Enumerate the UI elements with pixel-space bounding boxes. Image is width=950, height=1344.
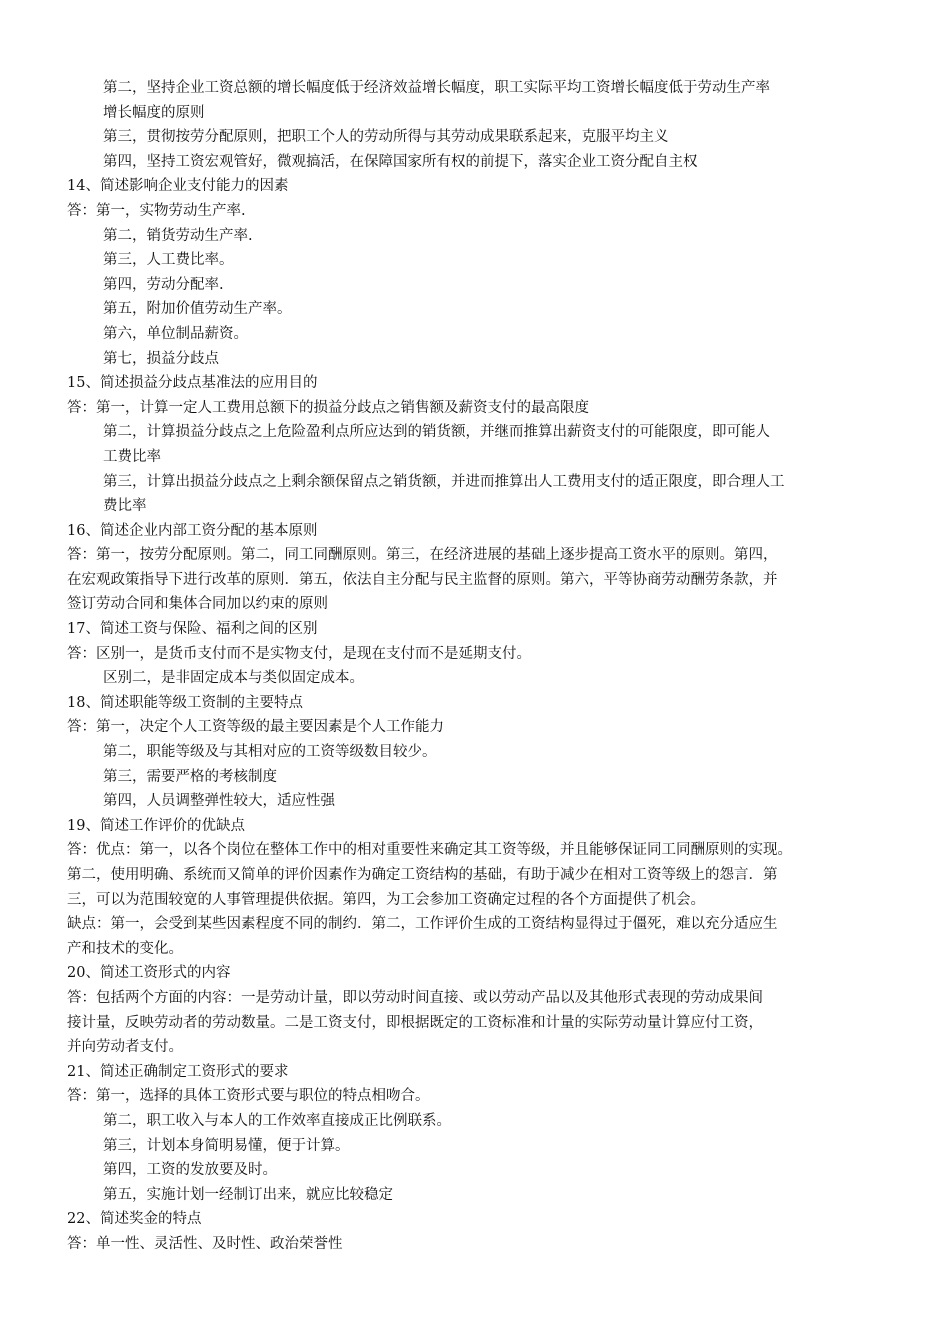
text-line: 第七，损益分歧点 (103, 350, 219, 367)
text-line: 14、简述影响企业支付能力的因素 (67, 178, 289, 195)
text-line: 第二，使用明确、系统而又简单的评价因素作为确定工资结构的基础，有助于减少在相对工资等级上的怨言．第 (67, 867, 778, 883)
text-line: 第三，人工费比率。 (103, 252, 234, 269)
text-line: 17、简述工资与保险、福利之间的区别 (67, 621, 318, 638)
text-line: 第六，单位制品薪资。 (103, 325, 248, 342)
text-line: 答：第一，实物劳动生产率. (67, 202, 246, 219)
text-line: 18、简述职能等级工资制的主要特点 (67, 694, 303, 711)
text-line: 答：第一，按劳分配原则。第二，同工同酬原则。第三，在经济进展的基础上逐步提高工资水平的原则。第四， (67, 547, 778, 564)
text-line: 第四，坚持工资宏观管好，微观搞活，在保障国家所有权的前提下，落实企业工资分配自主权 (103, 153, 698, 170)
document-page (67, 76, 887, 1257)
text-line: 答：包括两个方面的内容：一是劳动计量，即以劳动时间直接、或以劳动产品以及其他形式表现的劳动成果间 (67, 989, 763, 1006)
text-line: 第三，需要严格的考核制度 (103, 768, 277, 785)
text-line: 21、简述正确制定工资形式的要求 (67, 1063, 289, 1080)
text-line: 答：第一，计算一定人工费用总额下的损益分歧点之销售额及薪资支付的最高限度 (67, 399, 589, 416)
text-line: 第三，贯彻按劳分配原则，把职工个人的劳动所得与其劳动成果联系起来，克服平均主义 (103, 129, 669, 146)
text-line: 第二，销货劳动生产率. (103, 227, 253, 244)
text-line: 第五，实施计划一经制订出来，就应比较稳定 (103, 1186, 393, 1203)
text-line: 接计量，反映劳动者的劳动数量。二是工资支付，即根据既定的工资标准和计量的实际劳动量计算应付工资， (67, 1014, 763, 1031)
text-line: 答：优点：第一，以各个岗位在整体工作中的相对重要性来确定其工资等级，并且能够保证同工同酬原则的实现。 (67, 842, 792, 859)
text-line: 第三，计算出损益分歧点之上剩余额保留点之销货额，并进而推算出人工费用支付的适正限度，即合理人工 (103, 473, 785, 490)
text-line: 第五，附加价值劳动生产率。 (103, 301, 292, 318)
text-line: 15、简述损益分歧点基准法的应用目的 (67, 375, 318, 392)
text-line: 签订劳动合同和集体合同加以约束的原则 (67, 596, 328, 613)
text-line: 第二，坚持企业工资总额的增长幅度低于经济效益增长幅度，职工实际平均工资增长幅度低于劳动生产率 (103, 80, 770, 96)
text-line: 并向劳动者支付。 (67, 1039, 183, 1056)
text-line: 第二，职能等级及与其相对应的工资等级数目较少。 (103, 744, 437, 761)
text-line: 在宏观政策指导下进行改革的原则．第五，依法自主分配与民主监督的原则。第六，平等协商劳动酬劳条款，并 (67, 571, 778, 588)
text-line: 答：单一性、灵活性、及时性、政治荣誉性 (67, 1235, 343, 1252)
text-line: 19、简述工作评价的优缺点 (67, 817, 245, 834)
text-line: 答：第一，选择的具体工资形式要与职位的特点相吻合。 (67, 1088, 430, 1105)
text-line: 三，可以为范围较宽的人事管理提供依据。第四，为工会参加工资确定过程的各个方面提供了机会。 (67, 891, 705, 908)
text-line: 16、简述企业内部工资分配的基本原则 (67, 522, 318, 539)
text-line: 第三，计划本身简明易懂，便于计算。 (103, 1137, 350, 1154)
text-line: 第四，工资的发放要及时。 (103, 1162, 277, 1179)
text-line: 工费比率 (103, 448, 161, 465)
text-line: 第四，劳动分配率. (103, 276, 224, 293)
text-line: 缺点：第一，会受到某些因素程度不同的制约．第二，工作评价生成的工资结构显得过于僵死，难以充分适应生 (67, 916, 778, 933)
text-line: 增长幅度的原则 (103, 104, 205, 121)
text-line: 答：第一，决定个人工资等级的最主要因素是个人工作能力 (67, 719, 444, 736)
text-line: 费比率 (103, 498, 147, 515)
text-line: 产和技术的变化。 (67, 940, 183, 957)
text-line: 答：区别一，是货币支付而不是实物支付，是现在支付而不是延期支付。 (67, 645, 531, 662)
text-line: 20、简述工资形式的内容 (67, 965, 231, 982)
text-line: 22、简述奖金的特点 (67, 1211, 202, 1228)
text-line: 第二，职工收入与本人的工作效率直接成正比例联系。 (103, 1112, 451, 1129)
text-line: 第四，人员调整弹性较大，适应性强 (103, 793, 335, 810)
text-line: 第二，计算损益分歧点之上危险盈利点所应达到的销货额，并继而推算出薪资支付的可能限度，即可能人 (103, 424, 770, 441)
text-line: 区别二，是非固定成本与类似固定成本。 (103, 670, 364, 687)
